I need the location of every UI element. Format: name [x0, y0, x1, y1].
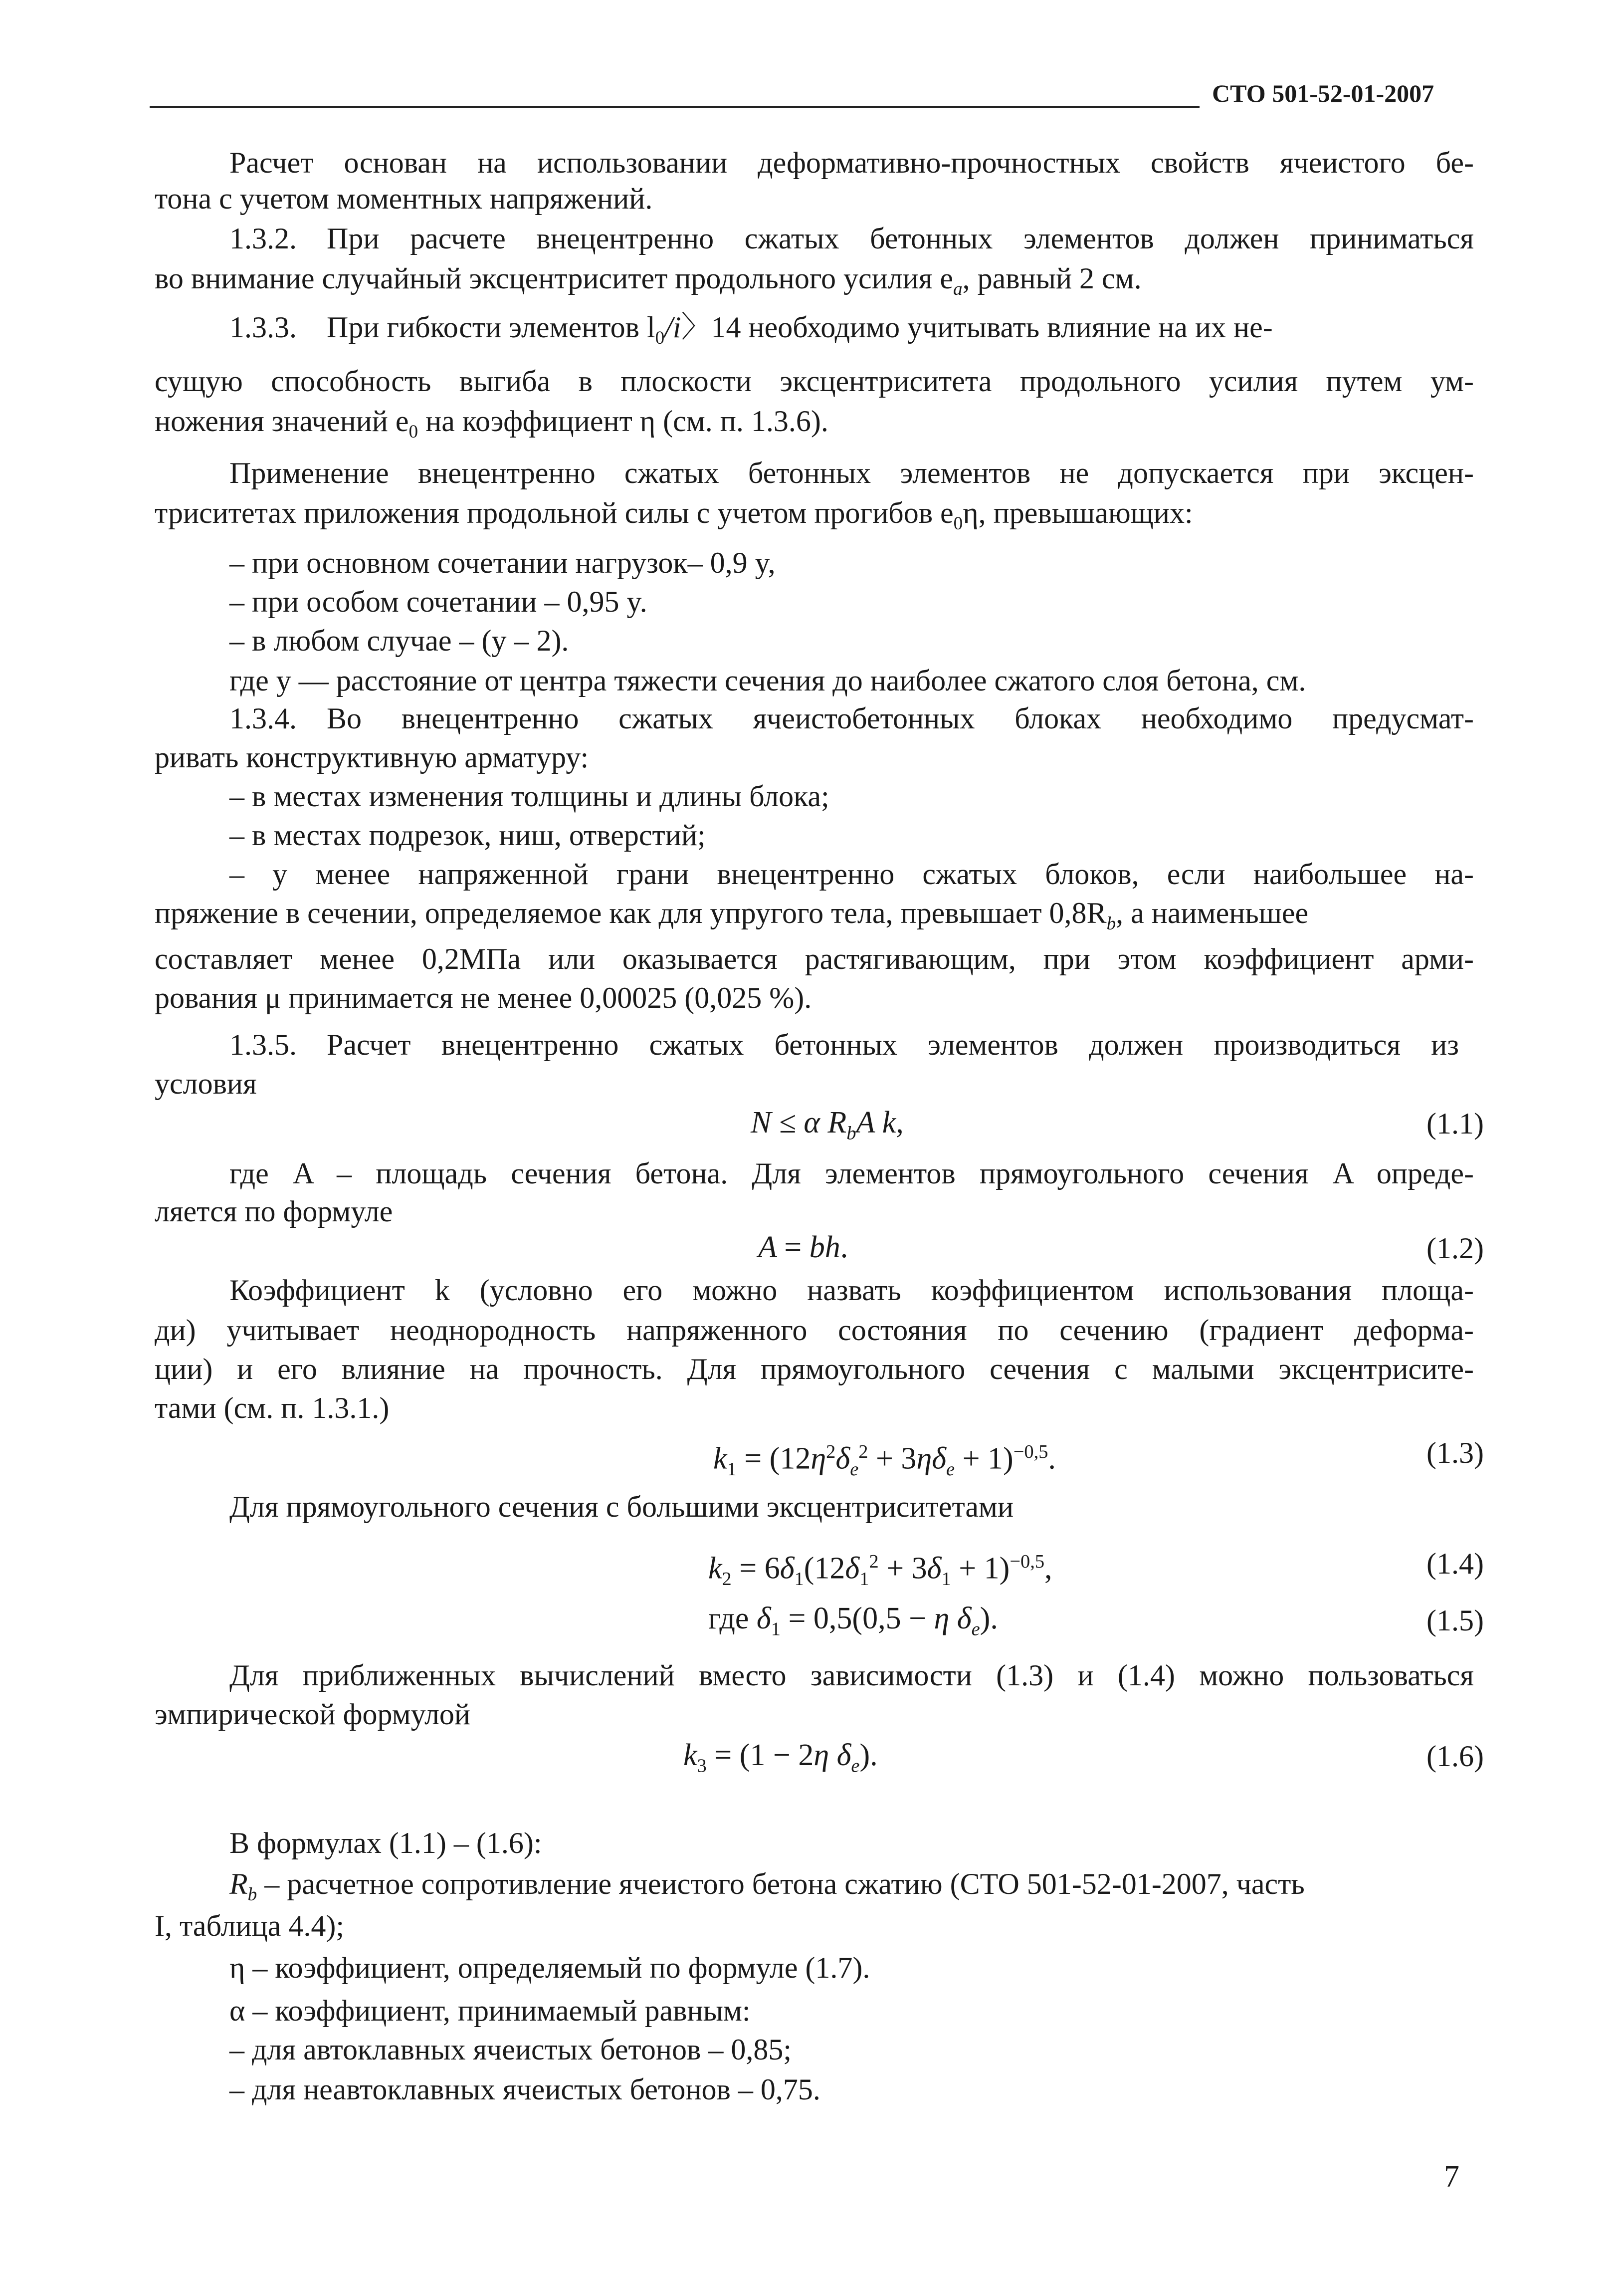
formula-1-6: $k_3 = (1 - 2\eta$ $\delta_e$).: [683, 1738, 878, 1777]
text-line: – для автоклавных ячеистых бетонов – 0,85;: [229, 2033, 792, 2066]
text-line: – у менее напряженной грани внецентренно сжатых блоков, если наибольшее на-: [229, 858, 1474, 891]
formula-1-2: A = bh.: [758, 1230, 848, 1264]
formula-number: (1.3): [1426, 1436, 1484, 1469]
text-line: эмпирической формулой: [155, 1698, 471, 1731]
text-line: – при основном сочетании нагрузок– 0,9 y,: [229, 546, 776, 579]
formula-1-4: $k_2 = 6\delta_1(12\delta_1^2 + 3\delta_1 + 1)^{-0,5}$,: [708, 1551, 1052, 1590]
formula-number: (1.5): [1426, 1604, 1484, 1637]
text-line: 1.3.4. Во внецентренно сжатых ячеистобетонных блоках необходимо предусмат-: [229, 702, 1474, 735]
text-line: пряжение в сечении, определяемое как для упругого тела, превышает $0,8R_b$, а наименьшее: [155, 897, 1309, 934]
text-line: где A – площадь сечения бетона. Для элементов прямоугольного сечения A опреде-: [229, 1157, 1474, 1190]
formula-number: (1.1): [1426, 1107, 1484, 1140]
text-line: – в местах подрезок, ниш, отверстий;: [229, 819, 706, 852]
header-rule: [150, 106, 1200, 108]
page-number: 7: [1444, 2160, 1459, 2194]
text-line: рования μ принимается не менее 0,00025 (0,025 %).: [155, 981, 812, 1014]
text-line: – в любом случае – (y – 2).: [229, 624, 569, 657]
text-line: ривать конструктивную арматуру:: [155, 741, 589, 774]
formula-number: (1.2): [1426, 1232, 1484, 1265]
text-line: α – коэффициент, принимаемый равным:: [229, 1994, 751, 2027]
text-line: ди) учитывает неоднородность напряженного состояния по сечению (градиент деформа-: [155, 1314, 1474, 1347]
text-line: сущую способность выгиба в плоскости эксцентриситета продольного усилия путем ум-: [155, 365, 1474, 398]
text-line: условия: [155, 1067, 257, 1100]
text-line: η – коэффициент, определяемый по формуле (1.7).: [229, 1951, 870, 1984]
text-line: В формулах (1.1) – (1.6):: [229, 1827, 542, 1859]
text-line: $R_b$ – расчетное сопротивление ячеистого бетона сжатию (СТО 501-52-01-2007, часть: [229, 1867, 1305, 1905]
text-line: ножения значений $e_0$ на коэффициент η (см. п. 1.3.6).: [155, 405, 828, 442]
formula-1-5: где $\delta_1 = 0,5(0,5 - \eta$ $\delta_e$).: [708, 1601, 998, 1640]
text-line: Расчет основан на использовании деформативно-прочностных свойств ячеистого бе-: [229, 146, 1474, 179]
formula-number: (1.4): [1426, 1547, 1484, 1580]
formula-1-3: $k_1 = (12\eta^2\delta_e^2 + 3\eta\delta_e + 1)^{-0,5}$.: [713, 1441, 1056, 1480]
text-line: – для неавтоклавных ячеистых бетонов – 0,75.: [229, 2073, 820, 2106]
text-line: I, таблица 4.4);: [155, 1909, 345, 1942]
text-line: тами (см. п. 1.3.1.): [155, 1391, 390, 1424]
text-line: во внимание случайный эксцентриситет продольного усилия $e_a$, равный 2 см.: [155, 262, 1142, 299]
text-line: – при особом сочетании – 0,95 y.: [229, 585, 647, 618]
text-line: составляет менее 0,2МПа или оказывается растягивающим, при этом коэффициент арми-: [155, 942, 1474, 975]
formula-1-1: N ≤ α $R_bA$ k,: [751, 1106, 904, 1144]
text-line: ляется по формуле: [155, 1195, 393, 1228]
text-line: Для приближенных вычислений вместо зависимости (1.3) и (1.4) можно пользоваться: [229, 1659, 1474, 1692]
text-line: – в местах изменения толщины и длины блока;: [229, 780, 829, 813]
text-line: 1.3.2. При расчете внецентренно сжатых бетонных элементов должен приниматься: [229, 222, 1474, 255]
standard-code: СТО 501-52-01-2007: [1212, 79, 1434, 107]
text-line: Для прямоугольного сечения с большими эксцентриситетами: [229, 1490, 1014, 1523]
text-line: Применение внецентренно сжатых бетонных элементов не допускается при эксцен-: [229, 457, 1474, 489]
text-line: триситетах приложения продольной силы с учетом прогибов $e_0\eta$, превышающих:: [155, 496, 1193, 534]
text-line: Коэффициент k (условно его можно назвать коэффициентом использования площа-: [229, 1274, 1474, 1307]
text-line: 1.3.3. При гибкости элементов $l_0/i$〉14 необходимо учитывать влияние на их не-: [229, 311, 1273, 348]
formula-number: (1.6): [1426, 1740, 1484, 1773]
text-line: ции) и его влияние на прочность. Для прямоугольного сечения с малыми эксцентриситe-: [155, 1353, 1474, 1385]
text-line: где y — расстояние от центра тяжести сечения до наиболее сжатого слоя бетона, см.: [229, 664, 1306, 697]
text-line: 1.3.5. Расчет внецентренно сжатых бетонных элементов должен производиться из: [229, 1028, 1459, 1061]
text-line: тона с учетом моментных напряжений.: [155, 182, 653, 215]
